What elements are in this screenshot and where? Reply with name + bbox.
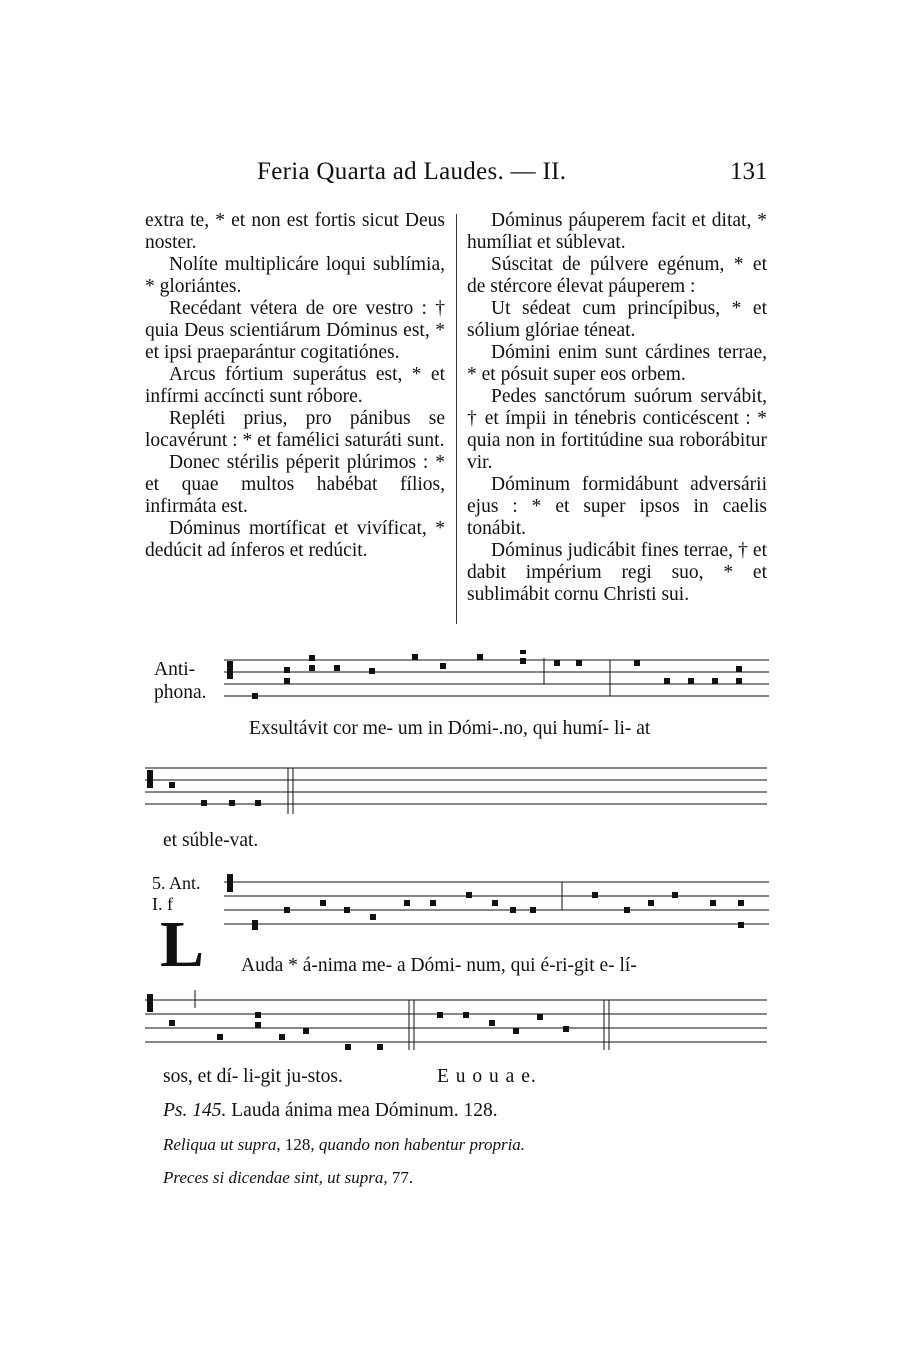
chant-lyrics-line: Exsultávit cor me- um in Dómi-.no, qui humí- li- at [249, 718, 651, 739]
verse: Recédant vétera de ore vestro : † quia Deus scientiárum Dóminus est, * et ipsi praeparántur cogitatiónes. [145, 298, 445, 363]
verse: Súscitat de púlvere egénum, * et de stércore élevat páuperem : [467, 254, 767, 297]
column-divider [456, 214, 457, 624]
antiphon-label-line: Anti- [154, 659, 196, 680]
left-text-column [145, 210, 445, 562]
verse: Arcus fórtium superátus est, * et infírmi accíncti sunt róbore. [145, 364, 445, 407]
rubric-reliqua [163, 1135, 525, 1155]
psalm-number: Ps. 145. [163, 1100, 227, 1121]
rubric-page-ref: 128, [284, 1135, 315, 1154]
psalm-reference [163, 1100, 498, 1122]
antiphon-label [154, 658, 207, 704]
rubric-text: quando non habentur propria. [318, 1135, 526, 1154]
verse: Nolíte multiplicáre loqui sublímia, * gloriántes. [145, 254, 445, 297]
rubric-page-ref: 77. [391, 1168, 414, 1187]
verse: Pedes sanctórum suórum servábit, † et ímpii in ténebris conticéscent : * quia non in fortitúdine sua roborábitur vir. [467, 386, 767, 473]
psalm-incipit: Lauda ánima mea Dóminum. 128. [231, 1100, 498, 1121]
verse: extra te, * et non est fortis sicut Deus noster. [145, 210, 445, 253]
antiphon-label-line: phona. [154, 682, 207, 703]
right-text-column [467, 210, 767, 606]
rubric-text: Preces si dicendae sint, ut supra, [163, 1168, 388, 1187]
verse: Repléti prius, pro pánibus se locavérunt : * et famélici saturáti sunt. [145, 408, 445, 451]
verse: Ut sédeat cum princípibus, * et sólium glóriae téneat. [467, 298, 767, 341]
chant-lyrics-line: sos, et dí- li-git ju-stos. [163, 1066, 343, 1087]
verse: Dóminus judicábit fines terrae, † et dabit impérium regi suo, * et sublimábit cornu Christi sui. [467, 540, 767, 605]
euouae-text: E u o u a e. [437, 1066, 537, 1087]
verse: Dóminus mortíficat et vivíficat, * dedúcit ad ínferos et redúcit. [145, 518, 445, 561]
chant-staff-1 [224, 650, 769, 710]
page-number: 131 [730, 158, 768, 185]
chant-staff-4 [145, 990, 767, 1060]
verse: Dóminum formidábunt adversárii ejus : * et super ipsos in caelis tonábit. [467, 474, 767, 539]
chant-lyrics-line: et súble-vat. [163, 830, 259, 851]
verse: Donec stérilis péperit plúrimos : * et quae multos habébat fílios, infirmáta est. [145, 452, 445, 517]
verse: Dóminus páuperem facit et ditat, * humíliat et súblevat. [467, 210, 767, 253]
chant-staff-3 [224, 872, 769, 942]
drop-cap-letter: L [160, 908, 205, 981]
chant-staff-2 [145, 762, 767, 822]
antiphon-label-line: 5. Ant. [152, 873, 201, 893]
rubric-preces [163, 1168, 413, 1188]
running-header-title: Feria Quarta ad Laudes. — II. [257, 158, 567, 185]
chant-lyrics-line: Auda * á-nima me- a Dómi- num, qui é-ri-git e- lí- [241, 955, 637, 976]
rubric-text: Reliqua ut supra, [163, 1135, 281, 1154]
mode-label: I. f [152, 894, 173, 914]
verse: Dómini enim sunt cárdines terrae, * et pósuit super eos orbem. [467, 342, 767, 385]
